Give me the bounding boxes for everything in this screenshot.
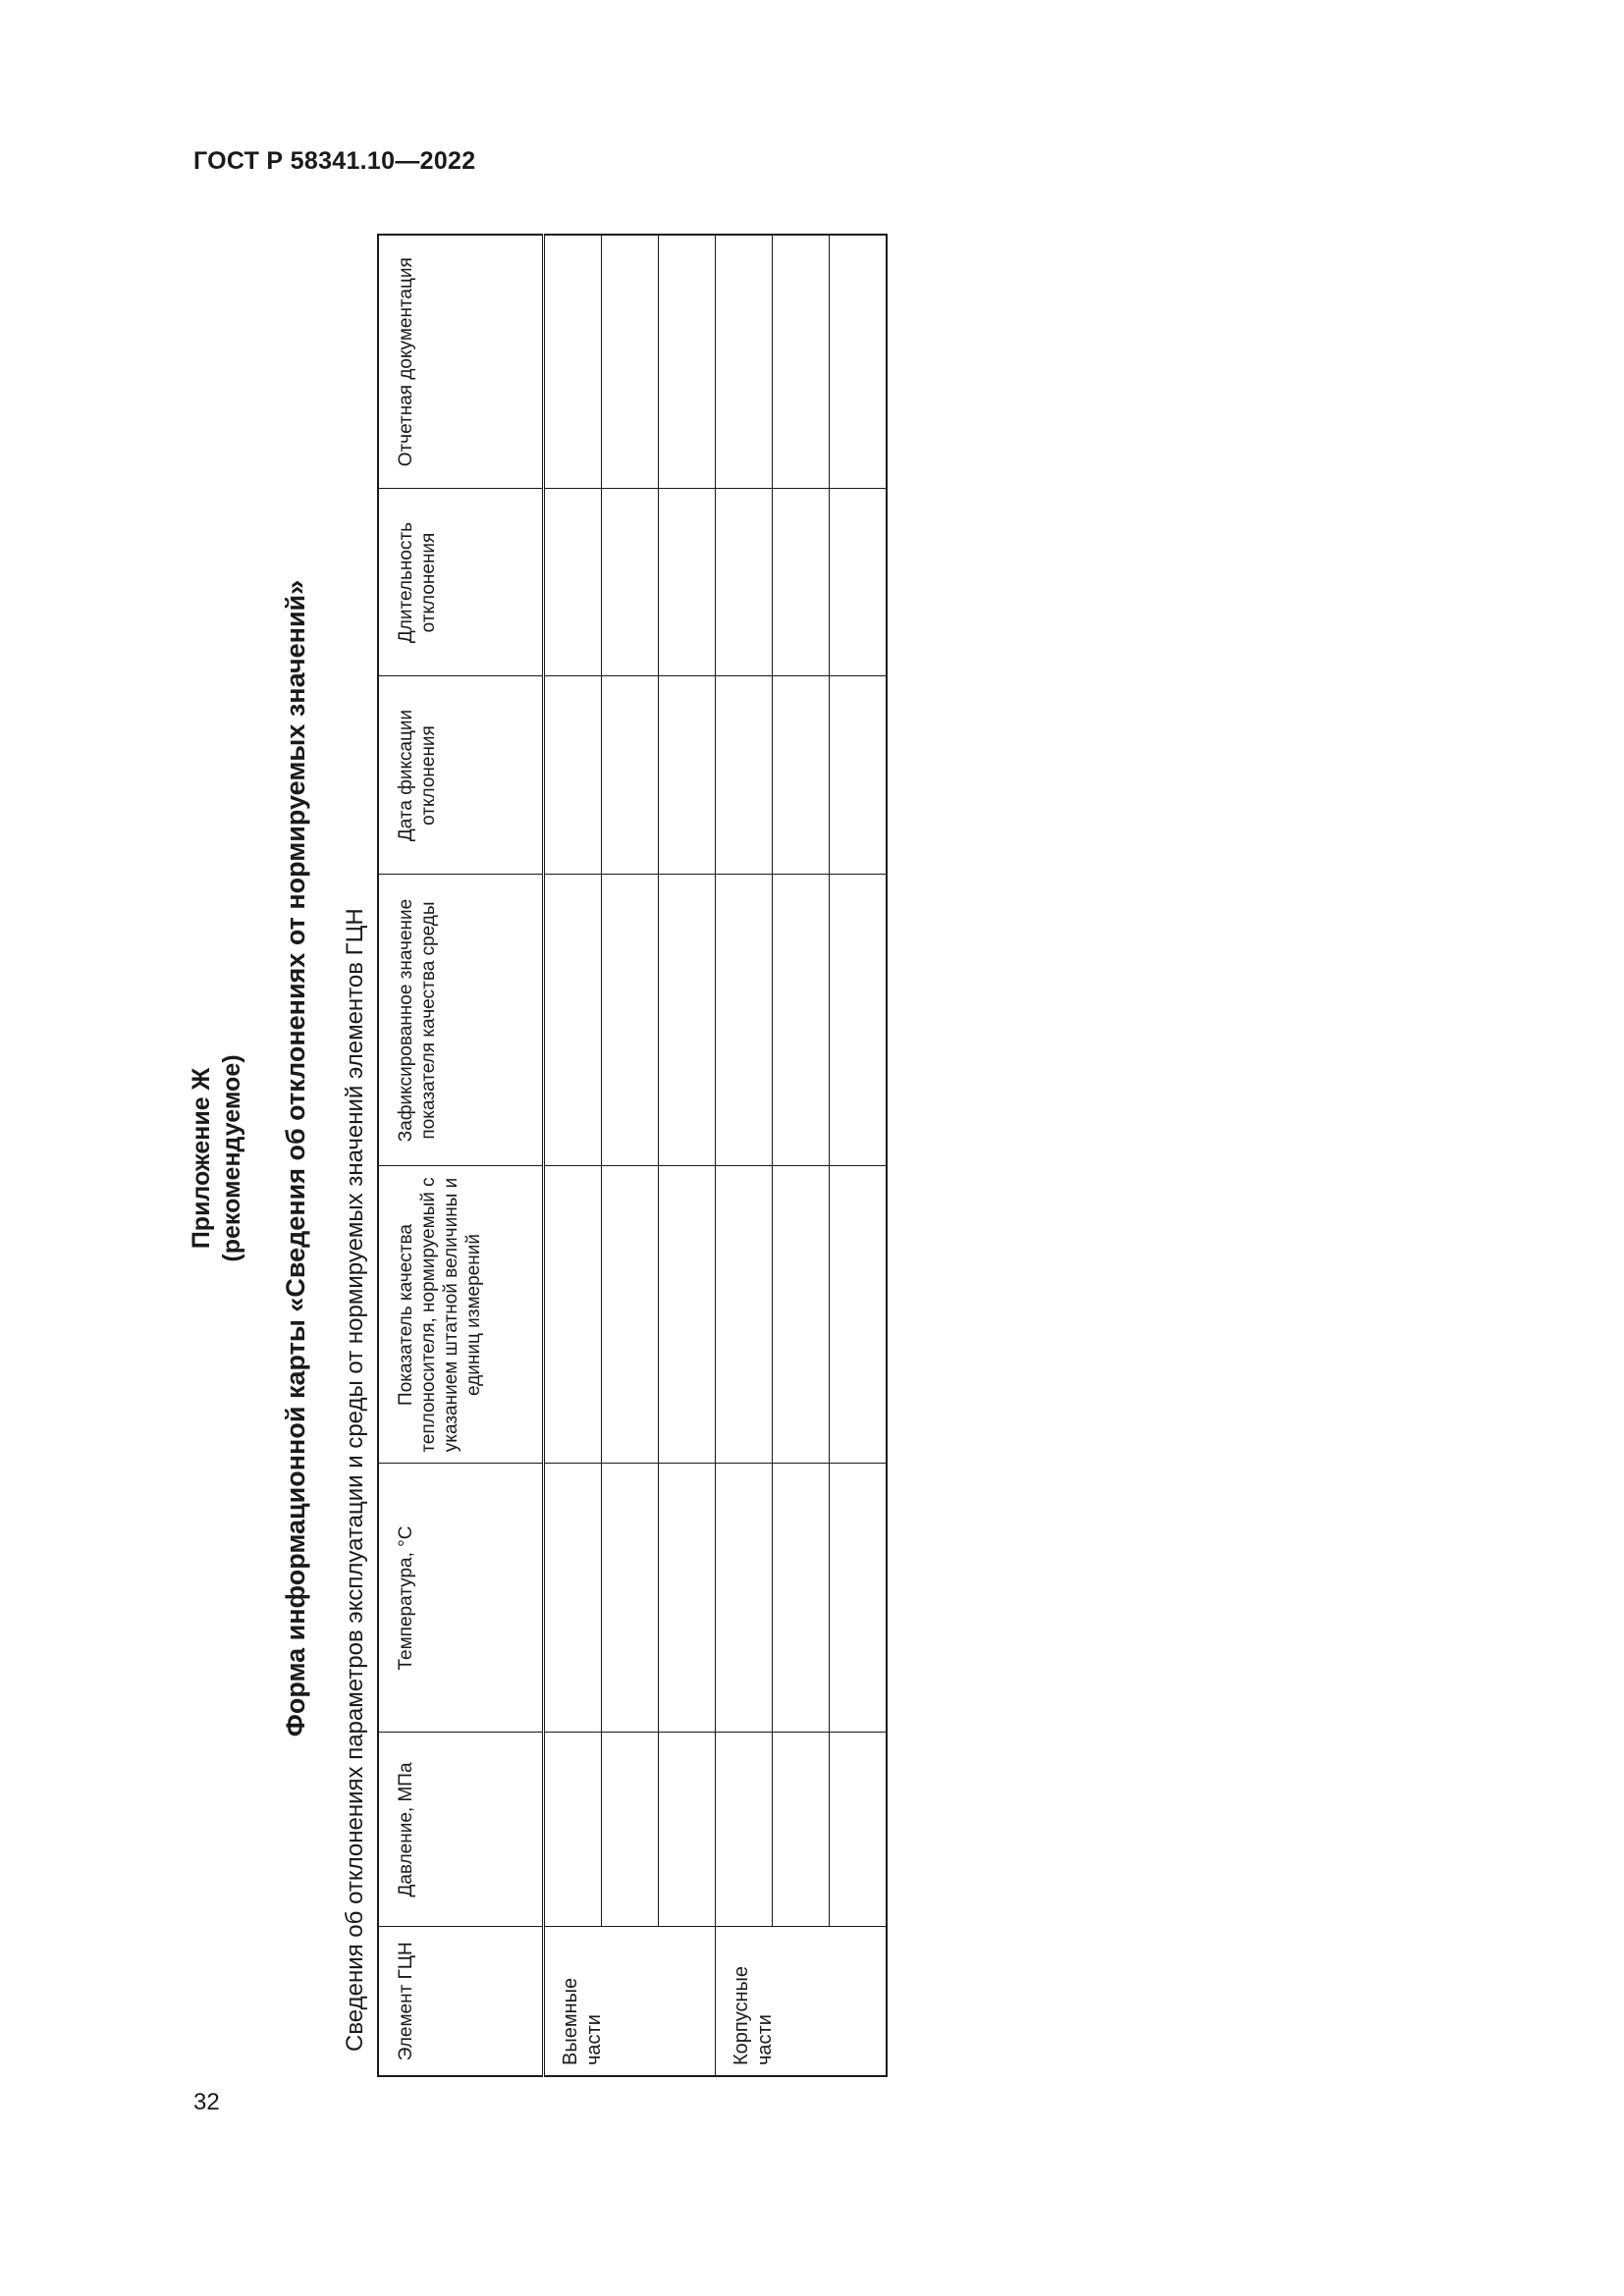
table-row: [602, 235, 659, 2076]
table-cell: [659, 676, 716, 875]
table-cell: [829, 1733, 887, 1927]
table-cell: [659, 1464, 716, 1733]
table-cell: [659, 1733, 716, 1927]
table-cell: [544, 1464, 602, 1733]
table-caption: Сведения об отклонениях параметров эксплуатации и среды от нормируемых значений элементов ГЦН: [342, 908, 368, 2052]
annex-heading: [187, 236, 247, 2081]
table-cell: [772, 1166, 829, 1464]
table-cell: [602, 676, 659, 875]
table-cell: [602, 489, 659, 676]
table-cell: [772, 489, 829, 676]
table-cell: [772, 1733, 829, 1927]
table-cell: [829, 875, 887, 1166]
column-header-recorded-value: Зафиксированное значение показателя качества среды: [378, 875, 544, 1166]
table-cell: [829, 1166, 887, 1464]
table-row: [772, 235, 829, 2076]
rotated-content: [165, 236, 892, 2081]
table-row: [544, 235, 602, 2076]
page-number: 32: [193, 2089, 220, 2115]
deviation-table: [377, 234, 888, 2077]
table-row: [829, 235, 887, 2076]
document-header: ГОСТ Р 58341.10—2022: [193, 147, 476, 175]
table-cell: [829, 235, 887, 489]
annex-subtitle: (рекомендуемое): [218, 1054, 245, 1262]
column-header-quality-indicator: Показатель качества теплоносителя, нормируемый с указанием штатной величины и единиц измерений: [378, 1166, 544, 1464]
table-cell: [544, 1166, 602, 1464]
table-cell: [602, 875, 659, 1166]
table-cell: [544, 235, 602, 489]
table-cell: [602, 1733, 659, 1927]
table-cell: [829, 1464, 887, 1733]
table-cell: [716, 676, 773, 875]
table-cell: [772, 875, 829, 1166]
table-header-row: [378, 235, 544, 2076]
group-label-removable-parts: Выемные части: [544, 1927, 716, 2076]
table-cell: [716, 489, 773, 676]
column-header-pressure: Давление, МПа: [378, 1733, 544, 1927]
table-cell: [716, 875, 773, 1166]
table-cell: [716, 1464, 773, 1733]
column-header-duration: Длительность отклонения: [378, 489, 544, 676]
column-header-element: Элемент ГЦН: [378, 1927, 544, 2076]
table-cell: [544, 676, 602, 875]
table-cell: [659, 235, 716, 489]
table-cell: [602, 235, 659, 489]
table-cell: [602, 1166, 659, 1464]
column-header-date: Дата фиксации отклонения: [378, 676, 544, 875]
column-header-documentation: Отчетная документация: [378, 235, 544, 489]
table-row: [716, 235, 773, 2076]
table-cell: [772, 235, 829, 489]
table-cell: [659, 489, 716, 676]
table-cell: [544, 875, 602, 1166]
table-cell: [544, 1733, 602, 1927]
table-cell: [829, 489, 887, 676]
table-row: [659, 235, 716, 2076]
table-cell: [544, 489, 602, 676]
table-cell: [716, 235, 773, 489]
annex-title: Приложение Ж: [188, 1067, 215, 1250]
table-cell: [659, 875, 716, 1166]
table-cell: [716, 1166, 773, 1464]
table-cell: [772, 1464, 829, 1733]
table-cell: [659, 1166, 716, 1464]
form-title: Форма информационной карты «Сведения об отклонениях от нормируемых значений»: [281, 579, 310, 1737]
table-cell: [772, 676, 829, 875]
table-cell: [602, 1464, 659, 1733]
group-label-body-parts: Корпусные части: [716, 1927, 888, 2076]
table-cell: [829, 676, 887, 875]
table-cell: [716, 1733, 773, 1927]
column-header-temperature: Температура, °С: [378, 1464, 544, 1733]
